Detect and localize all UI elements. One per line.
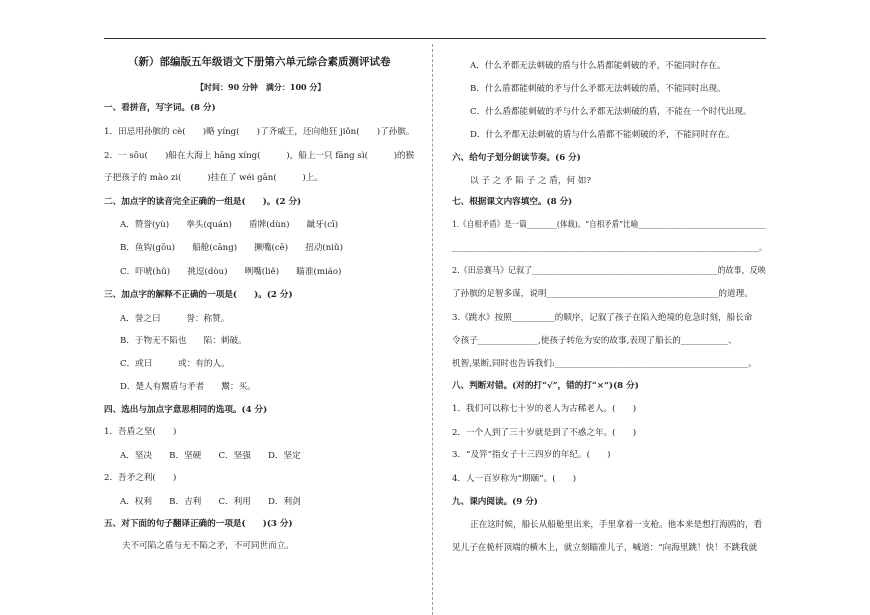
left-section-heading: 二、加点字的读音完全正确的一组是( )。(2 分) [104, 197, 302, 207]
left-text-line: 1．吾盾之坚( ) [104, 427, 177, 437]
right-text-line: A．什么矛都无法刺破的盾与什么盾都能刺破的矛，不能同时存在。 [470, 61, 726, 71]
column-divider [432, 44, 433, 615]
right-text-line: 2．一个人到了三十岁就是到了不惑之年。( ) [452, 428, 637, 438]
right-text-line: _______________________________________________________________________________________。 [452, 243, 767, 253]
left-text-line: A．誉之曰 誉：称赞。 [120, 314, 230, 324]
right-text-line: C．什么盾都能刺破的矛与什么矛都无法刺破的盾，不能在一个时代出现。 [470, 107, 752, 117]
page-title: （新）部编版五年级语文下册第六单元综合素质测评试卷 [128, 56, 391, 68]
left-text-line: 子把孩子的 mào zi( )挂在了 wéi gān( )上。 [104, 173, 323, 183]
left-text-line: A．坚决 B．坚硬 C．坚强 D．坚定 [120, 451, 301, 461]
left-text-line: A．权利 B．吉利 C．利用 D．利剑 [120, 497, 301, 507]
left-text-line: A．赞誉(yù) 拳头(quán) 盾牌(dùn) 龇牙(cī) [120, 220, 339, 230]
left-text-line: 2．吾矛之利( ) [104, 473, 177, 483]
right-text-line: D．什么矛都无法刺破的盾与什么盾都不能刺破的矛，不能同时存在。 [470, 130, 735, 140]
left-text-line: B．于物无不陷也 陷：刺破。 [120, 336, 247, 346]
right-text-line: 了孙膑的足智多谋，说明________________________________________的道理。 [452, 289, 753, 299]
right-text-line: 4．人一百岁称为“期颐”。( ) [452, 474, 577, 484]
right-text-line: 1.《自相矛盾》是一篇________(体裁)。“自相矛盾”比喻__________________________________ [452, 220, 766, 230]
right-text-line: B．什么盾都能刺破的矛与什么矛都无法刺破的盾，不能同时出现。 [470, 84, 726, 94]
left-section-heading: 三、加点字的解释不正确的一项是( )。(2 分) [104, 290, 293, 300]
right-text-line: 1．我们可以称七十岁的老人为古稀老人。( ) [452, 404, 637, 414]
right-text-line: 3．“及笄”指女子十三四岁的年纪。( ) [452, 450, 611, 460]
right-section-heading: 八、判断对错。(对的打“√”，错的打“×”)(8 分) [452, 381, 639, 391]
top-rule [104, 38, 766, 39]
right-section-heading: 六、给句子划分朗读节奏。(6 分) [452, 153, 581, 163]
right-section-heading: 七、根据课文内容填空。(8 分) [452, 197, 573, 207]
left-section-heading: 四、选出与加点字意思相同的选项。(4 分) [104, 405, 268, 415]
right-text-line: 3.《跳水》按照__________的顺序，记叙了孩子在陷入绝境的危急时刻，船长命 [452, 313, 753, 323]
left-text-line: 1．田忌用孙膑的 cè( )略 yíng( )了齐威王，还向他狂 jiǒn( )了孙膑。 [104, 127, 415, 137]
left-section-heading: 五、对下面的句子翻译正确的一项是( )(3 分) [104, 519, 293, 529]
left-text-line: D．楚人有鬻盾与矛者 鬻：买。 [120, 382, 256, 392]
right-text-line: 2.《田忌赛马》记叙了______________________________________________的故事，反映 [452, 266, 766, 276]
right-text-line: 正在这时候，船长从船舱里出来，手里拿着一支枪。他本来是想打海鸥的，看 [470, 520, 763, 530]
left-text-line: 2．一 sōu( )船在大海上 hāng xíng( )，船上一只 fāng sì( )的猴 [104, 151, 415, 161]
right-text-line: 令孩子______________,使孩子转危为安的故事,表现了船长的___________、 [452, 336, 737, 346]
left-text-line: C．吓唬(hǔ) 挑逗(dòu) 咧嘴(liě) 瞄准(miáo) [120, 267, 342, 277]
left-text-line: B．鱼钩(gōu) 船舱(cāng) 撅嘴(cē) 扭动(niǔ) [120, 243, 343, 253]
left-text-line: 夫不可陷之盾与无不陷之矛，不可同世而立。 [122, 541, 294, 551]
left-section-heading: 一、看拼音，写字词。(8 分) [104, 103, 216, 113]
left-text-line: C．或曰 或：有的人。 [120, 359, 230, 369]
right-text-line: 见儿子在桅杆顶端的横木上，就立刻瞄准儿子，喊道：“向海里跳！快！不跳我就 [452, 543, 758, 553]
right-text-line: 机智,果断,同时也告诉我们:_____________________________________________。 [452, 359, 757, 369]
right-text-line: 以 子 之 矛 陷 子 之 盾，何 如? [470, 176, 591, 186]
right-section-heading: 九、课内阅读。(9 分) [452, 497, 538, 507]
exam-meta: 【时间：90 分钟 满分：100 分】 [196, 82, 326, 92]
